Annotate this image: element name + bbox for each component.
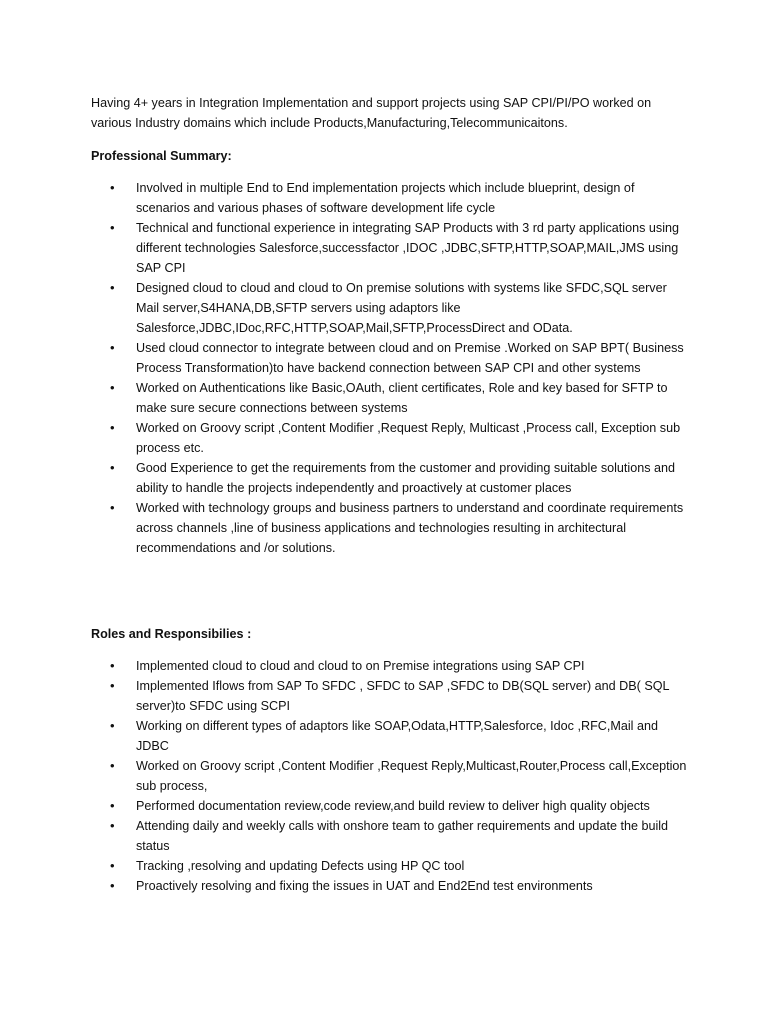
roles-list xyxy=(91,656,691,896)
list-item-text: Worked on Authentications like Basic,OAuth, client certificates, Role and key based for SFTP to make sure secure connections between systems xyxy=(136,381,668,415)
list-item-text: Performed documentation review,code review,and build review to deliver high quality objects xyxy=(136,799,650,813)
list-item xyxy=(91,796,691,816)
bullet-icon: • xyxy=(110,658,115,673)
list-item-text: Worked on Groovy script ,Content Modifier ,Request Reply,Multicast,Router,Process call,Exception sub process, xyxy=(136,759,687,793)
bullet-icon: • xyxy=(110,380,115,395)
bullet-icon: • xyxy=(110,500,115,515)
list-item-text: Working on different types of adaptors like SOAP,Odata,HTTP,Salesforce, Idoc ,RFC,Mail and JDBC xyxy=(136,719,658,753)
list-item xyxy=(91,756,691,796)
list-item xyxy=(91,498,691,558)
bullet-icon: • xyxy=(110,420,115,435)
roles-heading: Roles and Responsibilies : xyxy=(91,627,252,641)
bullet-icon: • xyxy=(110,818,115,833)
list-item xyxy=(91,816,691,856)
list-item xyxy=(91,378,691,418)
list-item xyxy=(91,218,691,278)
list-item-text: Technical and functional experience in integrating SAP Products with 3 rd party applications using different technologies Salesforce,successfactor ,IDOC ,JDBC,SFTP,HTTP,SOAP,MAIL,JMS using SAP CPI xyxy=(136,221,680,275)
list-item xyxy=(91,856,691,876)
bullet-icon: • xyxy=(110,220,115,235)
list-item-text: Good Experience to get the requirements from the customer and providing suitable solutions and ability to handle the projects independently and proactively at customer places xyxy=(136,461,676,495)
professional-summary-list xyxy=(91,178,691,558)
bullet-icon: • xyxy=(110,280,115,295)
list-item-text: Worked with technology groups and business partners to understand and coordinate requirements across channels ,line of business applications and technologies resulting in architectural recommendations and /or solutions. xyxy=(136,501,684,555)
bullet-icon: • xyxy=(110,180,115,195)
list-item-text: Used cloud connector to integrate between cloud and on Premise .Worked on SAP BPT( Business Process Transformation)to have backend connection between SAP CPI and other systems xyxy=(136,341,684,375)
bullet-icon: • xyxy=(110,460,115,475)
bullet-icon: • xyxy=(110,678,115,693)
list-item xyxy=(91,178,691,218)
professional-summary-heading: Professional Summary: xyxy=(91,149,232,163)
list-item-text: Implemented Iflows from SAP To SFDC , SFDC to SAP ,SFDC to DB(SQL server) and DB( SQL server)to SFDC using SCPI xyxy=(136,679,670,713)
bullet-icon: • xyxy=(110,858,115,873)
bullet-icon: • xyxy=(110,878,115,893)
list-item xyxy=(91,676,691,716)
bullet-icon: • xyxy=(110,798,115,813)
list-item-text: Proactively resolving and fixing the issues in UAT and End2End test environments xyxy=(136,879,593,893)
list-item-text: Implemented cloud to cloud and cloud to on Premise integrations using SAP CPI xyxy=(136,659,585,673)
intro-paragraph: Having 4+ years in Integration Implementation and support projects using SAP CPI/PI/PO worked on various Industry domains which include Products,Manufacturing,Telecommunicaitons. xyxy=(91,96,652,130)
list-item-text: Worked on Groovy script ,Content Modifier ,Request Reply, Multicast ,Process call, Exception sub process etc. xyxy=(136,421,681,455)
bullet-icon: • xyxy=(110,758,115,773)
list-item-text: Involved in multiple End to End implementation projects which include blueprint, design of scenarios and various phases of software development life cycle xyxy=(136,181,635,215)
list-item xyxy=(91,458,691,498)
list-item xyxy=(91,876,691,896)
list-item-text: Designed cloud to cloud and cloud to On premise solutions with systems like SFDC,SQL server Mail server,S4HANA,DB,SFTP servers using adaptors like Salesforce,JDBC,IDoc,RFC,HTTP,SOAP,Mail,SFTP,ProcessDirect and OData. xyxy=(136,281,667,335)
bullet-icon: • xyxy=(110,340,115,355)
list-item-text: Attending daily and weekly calls with onshore team to gather requirements and update the build status xyxy=(136,819,669,853)
list-item xyxy=(91,656,691,676)
list-item xyxy=(91,418,691,458)
list-item xyxy=(91,338,691,378)
list-item-text: Tracking ,resolving and updating Defects using HP QC tool xyxy=(136,859,465,873)
list-item xyxy=(91,716,691,756)
list-item xyxy=(91,278,691,338)
bullet-icon: • xyxy=(110,718,115,733)
